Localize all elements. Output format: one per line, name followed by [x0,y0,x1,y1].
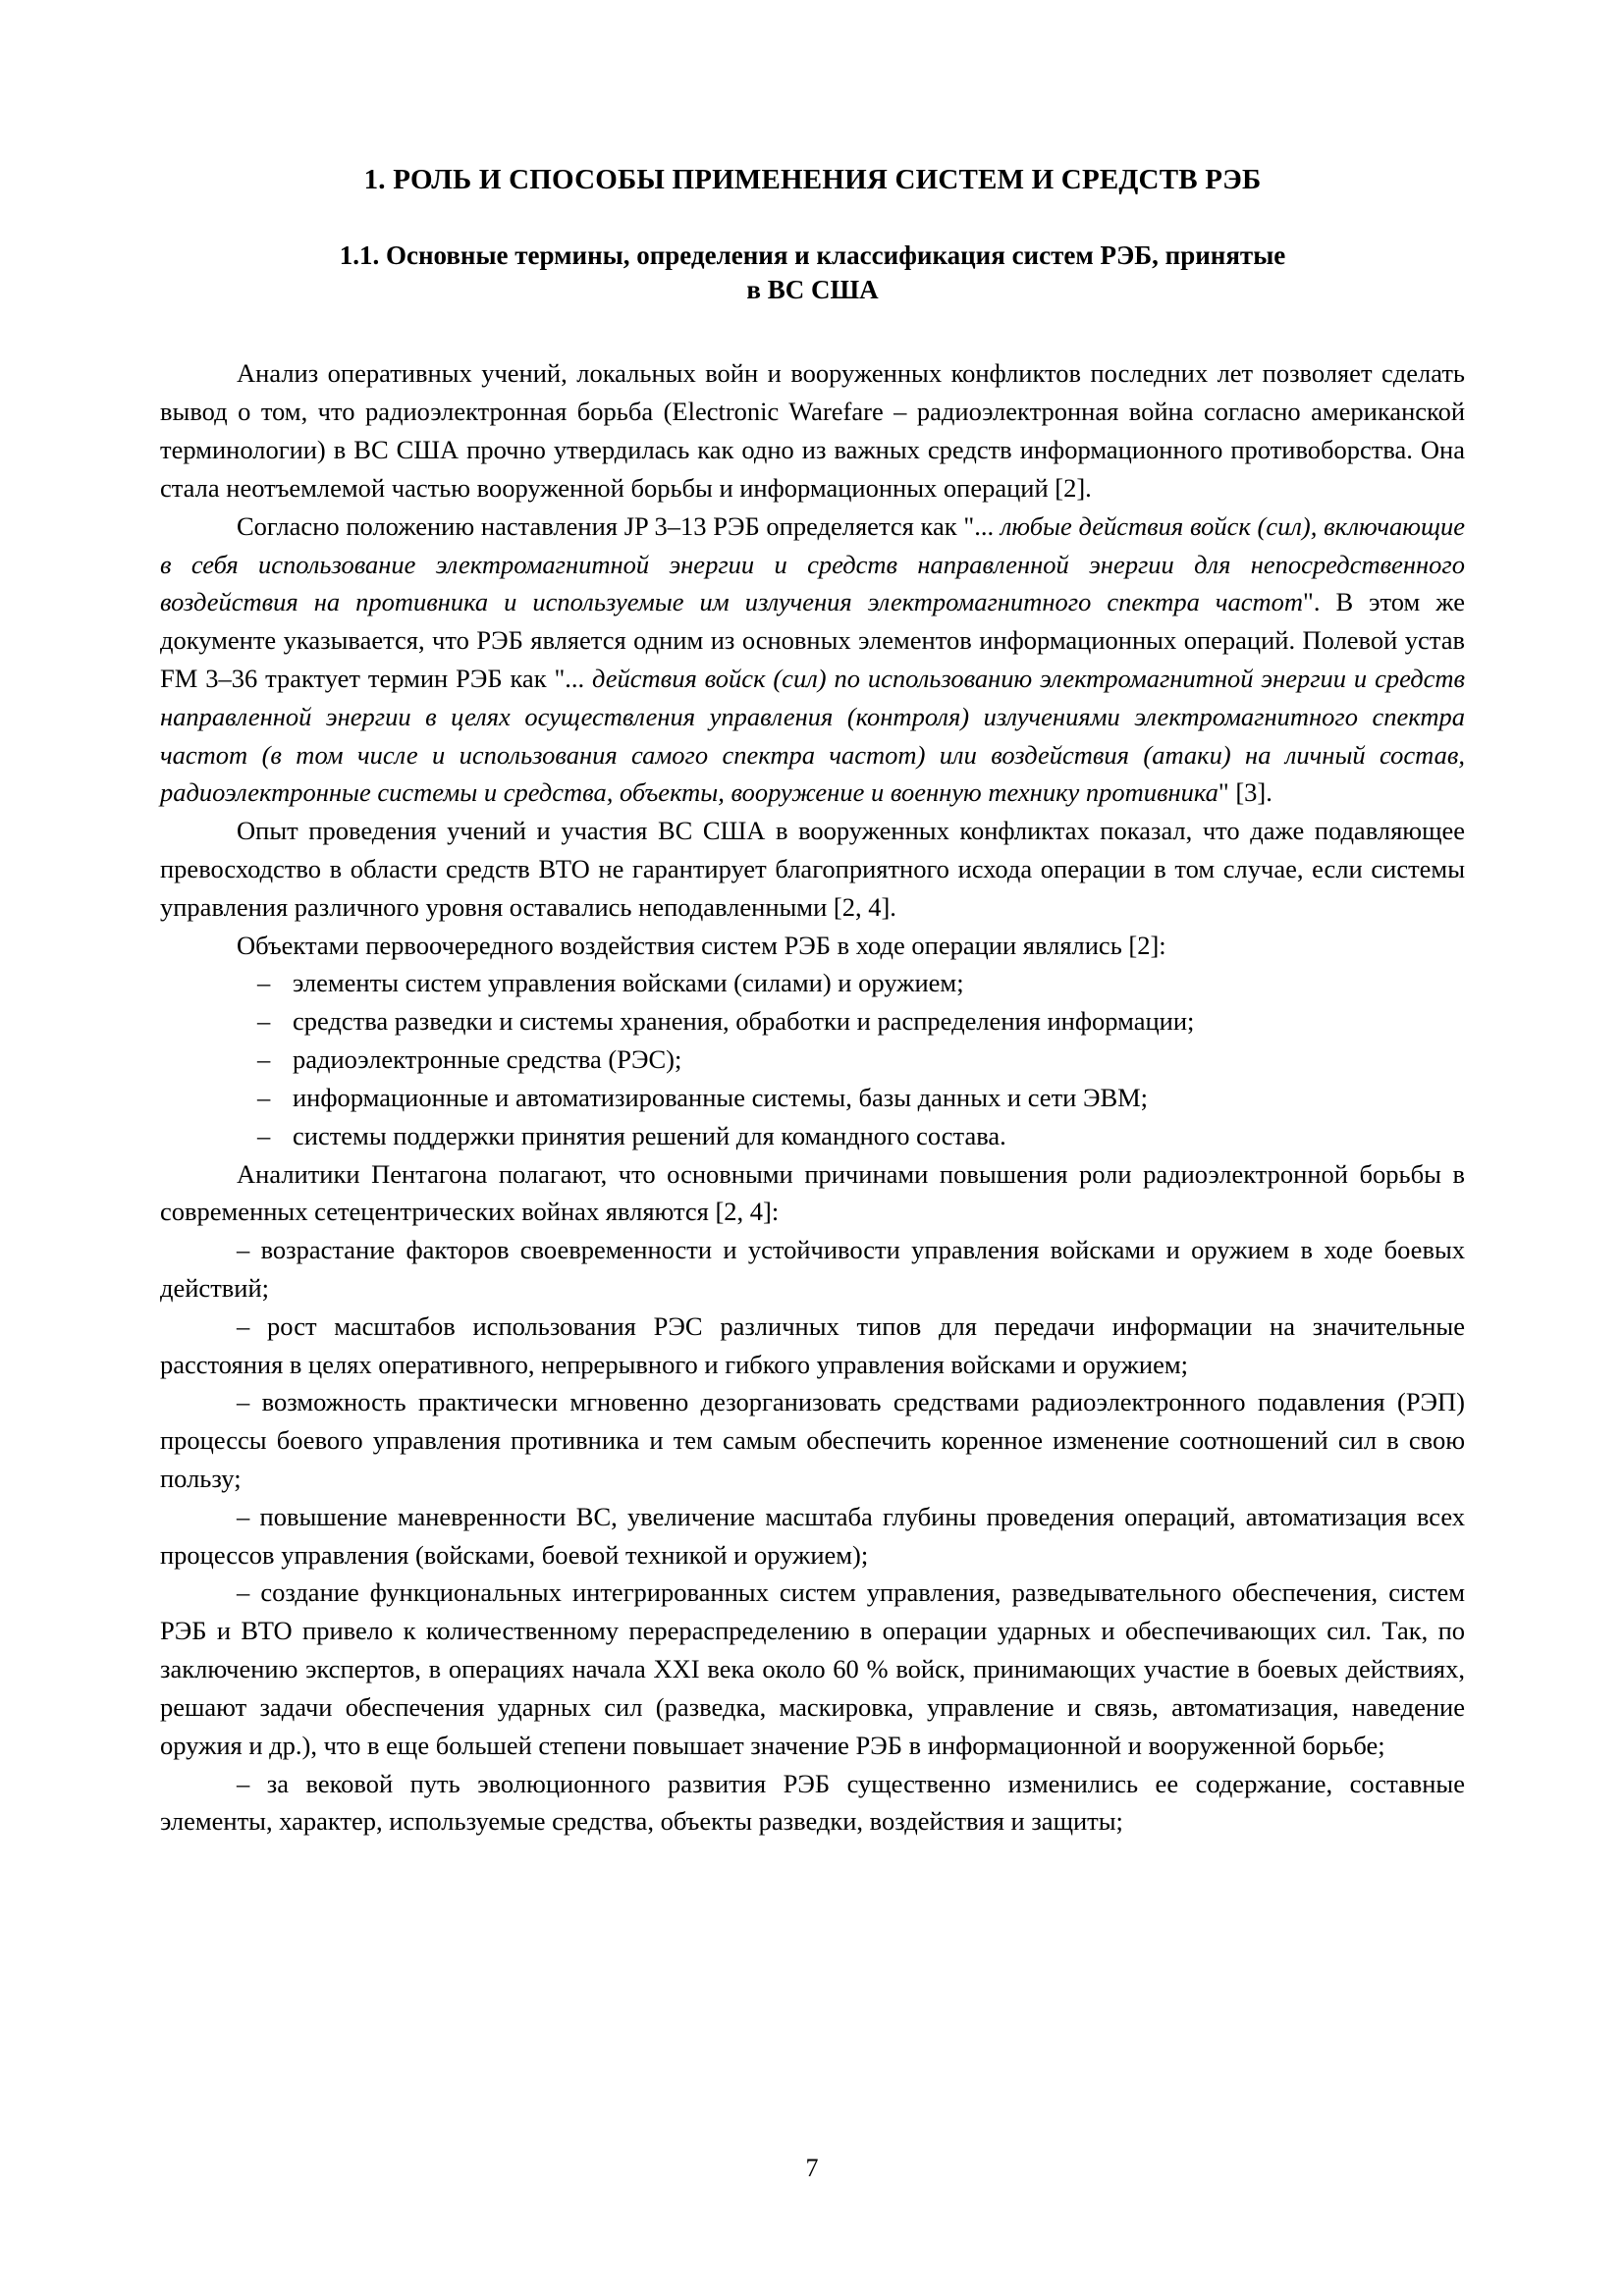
fm-outro-text: " [3]. [1218,777,1272,808]
page-content [160,162,1465,1841]
list-item-label: элементы систем управления войсками (силами) и оружием; [293,968,964,998]
dash-bullet-icon: – [237,1768,250,1798]
page-number: 7 [805,2154,819,2182]
paragraph-pentagon-intro: Аналитики Пентагона полагают, что основными причинами повышения роли радиоэлектронной борьбы в современных сетецентрических войнах являются [2, 4]: [160,1158,1465,1227]
reason-label: возрастание факторов своевременности и устойчивости управления войсками и оружием в ходе боевых действий; [160,1235,1466,1303]
list-item [160,1079,1465,1117]
reason-item-4 [160,1498,1465,1575]
list-item-label: радиоэлектронные средства (РЭС); [293,1044,682,1075]
section-title [160,239,1465,307]
reason-label: за вековой путь эволюционного развития РЭБ существенно изменились ее содержание, составные элементы, характер, используемые средства, объекты разведки, воздействия и защиты; [160,1768,1465,1837]
paragraph-objects-intro: Объектами первоочередного воздействия систем РЭБ в ходе операции являлись [2]: [237,930,1166,960]
chapter-title: 1. РОЛЬ И СПОСОБЫ ПРИМЕНЕНИЯ СИСТЕМ И СРЕДСТВ РЭБ [363,164,1262,195]
fm-quote-italic: действия войск (сил) по использованию электромагнитной энергии и средств направленной энергии в целях осуществления управления (контроля) излучениями электромагнитного спектра частот (в том числе и использования самого спектра частот) или воздействия (атаки) на личный состав, радиоэлектронные системы и средства, объекты, вооружение и военную технику противника [160,663,1465,808]
paragraph-analysis: Анализ оперативных учений, локальных войн и вооруженных конфликтов последних лет позволяет сделать вывод о том, что радиоэлектронная борьба (Electronic Warefare – радиоэлектронная война согласно американской терминологии) в ВС США прочно утвердилась как одно из важных средств информационного противоборства. Она стала неотъемлемой частью вооруженной борьбы и информационных операций [2]. [160,358,1465,503]
reason-label: создание функциональных интегрированных систем управления, разведывательного обеспечения, систем РЭБ и ВТО привело к количественному перераспределению в операции ударных и обеспечивающих сил. Так, по заключению экспертов, в операциях начала XXI века около 60 % войск, принимающих участие в боевых действиях, решают задачи обеспечения ударных сил (разведка, маскировка, управление и связь, автоматизация, наведение оружия и др.), что в еще большей степени повышает значение РЭБ в информационной и вооруженной борьбе; [160,1577,1466,1760]
reason-label: повышение маневренности ВС, увеличение масштаба глубины проведения операций, автоматизация всех процессов управления (войсками, боевой техникой и оружием); [160,1501,1466,1570]
jp-outro-text: ". В этом же документе указывается, что РЭБ является одним из основных элементов информационных операций. Полевой устав FM 3–36 трактует термин РЭБ как "... [160,587,1465,693]
dash-bullet-icon: – [237,1310,250,1341]
dash-bullet-icon: – [257,1006,271,1037]
reason-item-1 [160,1231,1465,1308]
list-item-label: средства разведки и системы хранения, обработки и распределения информации; [293,1006,1195,1037]
objects-list [160,964,1465,1154]
dash-bullet-icon: – [257,1044,271,1075]
jp-quote-italic: любые действия войск (сил), включающие в себя использование электромагнитной энергии и средств направленной энергии для непосредственного воздействия на противника и используемые им излучения электромагнитного спектра частот [160,510,1465,617]
section-title-line-2: в ВС США [746,275,879,305]
list-item [160,964,1465,1002]
paragraph-experience: Опыт проведения учений и участия ВС США в вооруженных конфликтах показал, что даже подавляющее превосходство в области средств ВТО не гарантирует благоприятного исхода операции в том случае, если системы управления различного уровня оставались неподавленными [2, 4]. [160,816,1465,922]
reason-item-6 [160,1765,1465,1842]
reason-label: рост масштабов использования РЭС различных типов для передачи информации на значительные расстояния в целях оперативного, непрерывного и гибкого управления войсками и оружием; [160,1310,1466,1379]
list-item [160,1002,1465,1041]
list-item [160,1041,1465,1079]
paragraph-definitions [160,507,1465,813]
dash-bullet-icon: – [237,1387,250,1417]
list-item-label: системы поддержки принятия решений для командного состава. [293,1120,1006,1150]
dash-bullet-icon: – [257,1082,271,1112]
list-item-label: информационные и автоматизированные системы, базы данных и сети ЭВМ; [293,1082,1149,1112]
list-item [160,1117,1465,1155]
dash-bullet-icon: – [257,1120,271,1150]
section-title-line-1: 1.1. Основные термины, определения и классификация систем РЭБ, принятые [339,240,1286,271]
reason-item-2 [160,1308,1465,1384]
dash-bullet-icon: – [257,968,271,998]
reason-item-5 [160,1574,1465,1764]
dash-bullet-icon: – [237,1577,250,1608]
reason-label: возможность практически мгновенно дезорганизовать средствами радиоэлектронного подавления (РЭП) процессы боевого управления противника и тем самым обеспечить коренное изменение соотношений сил в свою пользу; [160,1387,1466,1493]
jp-intro-text: Согласно положению наставления JP 3–13 РЭБ определяется как "... [237,510,1001,541]
dash-bullet-icon: – [237,1501,250,1531]
reason-item-3 [160,1383,1465,1497]
dash-bullet-icon: – [237,1235,250,1265]
